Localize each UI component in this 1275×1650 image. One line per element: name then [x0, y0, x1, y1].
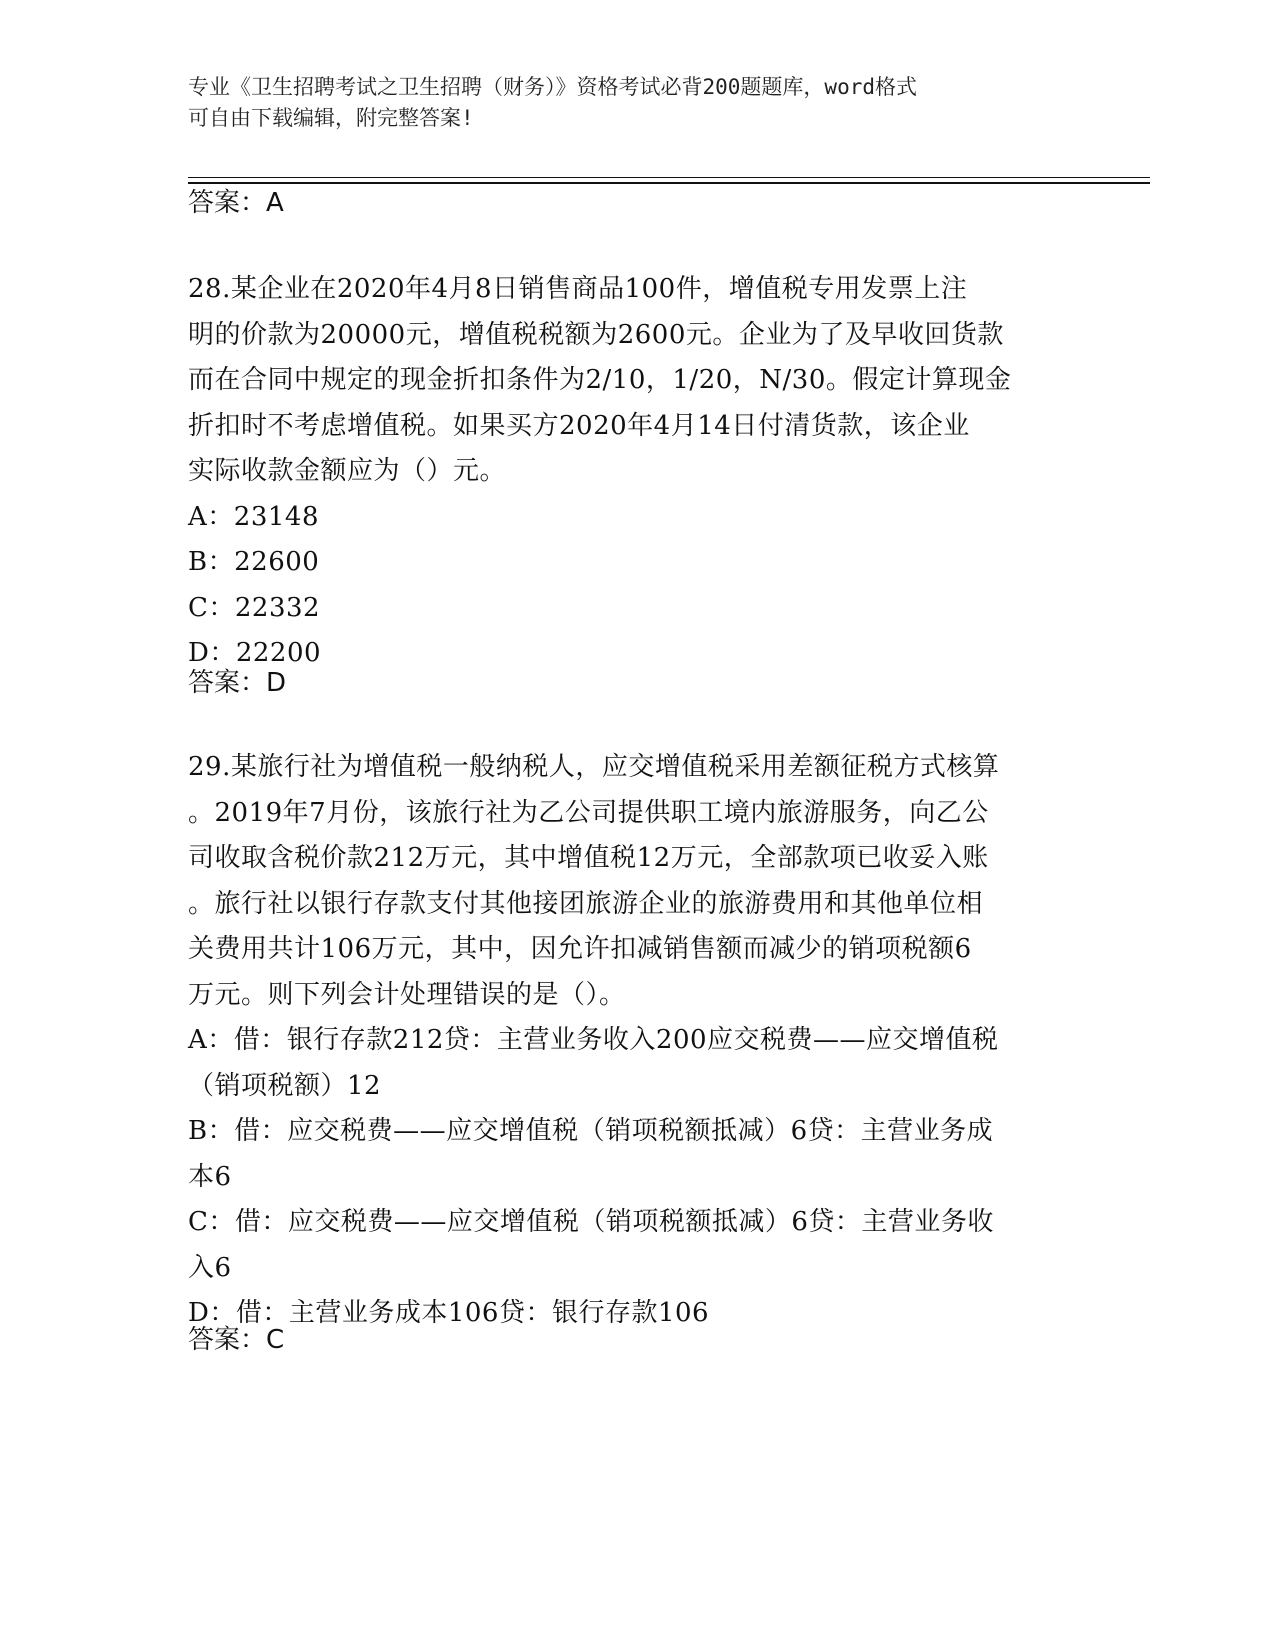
q29-line: 司收取含税价款212万元，其中增值税12万元，全部款项已收妥入账: [188, 843, 989, 873]
question-29: [188, 745, 1068, 1337]
q29-line: 关费用共计106万元，其中，因允许扣减销售额而减少的销项税额6: [188, 934, 972, 964]
q28-line: 而在合同中规定的现金折扣条件为2/10，1/20，N/30。假定计算现金: [188, 365, 1012, 395]
header-rule-thin: [188, 177, 1150, 178]
q28-answer: 答案：D: [188, 668, 287, 698]
answer-prev: 答案：A: [188, 188, 284, 218]
q28-option-c: C：22332: [188, 592, 321, 623]
header-line-1: 专业《卫生招聘考试之卫生招聘（财务）》资格考试必背200题题库，word格式: [188, 75, 917, 99]
q29-option-a-cont: （销项税额）12: [188, 1070, 382, 1101]
document-header: [188, 72, 1068, 134]
q28-line: 明的价款为20000元，增值税税额为2600元。企业为了及早收回货款: [188, 319, 1004, 350]
q29-answer: 答案：C: [188, 1325, 285, 1355]
question-28: [188, 267, 1068, 677]
q28-option-d: D：22200: [188, 638, 322, 668]
q28-option-b: B：22600: [188, 547, 320, 577]
header-line-2: 可自由下载编辑，附完整答案!: [188, 106, 474, 130]
q29-option-b: B：借：应交税费——应交增值税（销项税额抵减）6贷：主营业务成: [188, 1116, 994, 1146]
q29-line: 万元。则下列会计处理错误的是（）。: [188, 979, 626, 1010]
q29-option-a: A：借：银行存款212贷：主营业务收入200应交税费——应交增值税: [188, 1025, 999, 1055]
q28-line: 折扣时不考虑增值税。如果买方2020年4月14日付清货款，该企业: [188, 410, 970, 441]
q29-option-c-cont: 入6: [188, 1252, 232, 1283]
header-rule-thick: [188, 182, 1150, 184]
q29-option-d: D：借：主营业务成本106贷：银行存款106: [188, 1298, 710, 1328]
q28-line: 28.某企业在2020年4月8日销售商品100件，增值税专用发票上注: [188, 274, 968, 304]
q28-line: 实际收款金额应为（）元。: [188, 456, 507, 486]
q29-line: 。旅行社以银行存款支付其他接团旅游企业的旅游费用和其他单位相: [188, 888, 984, 919]
q29-line: 。2019年7月份，该旅行社为乙公司提供职工境内旅游服务，向乙公: [188, 797, 989, 828]
q29-option-c: C：借：应交税费——应交增值税（销项税额抵减）6贷：主营业务收: [188, 1207, 994, 1237]
q29-option-b-cont: 本6: [188, 1161, 232, 1192]
q29-line: 29.某旅行社为增值税一般纳税人，应交增值税采用差额征税方式核算: [188, 752, 1000, 782]
q28-option-a: A：23148: [188, 501, 319, 532]
